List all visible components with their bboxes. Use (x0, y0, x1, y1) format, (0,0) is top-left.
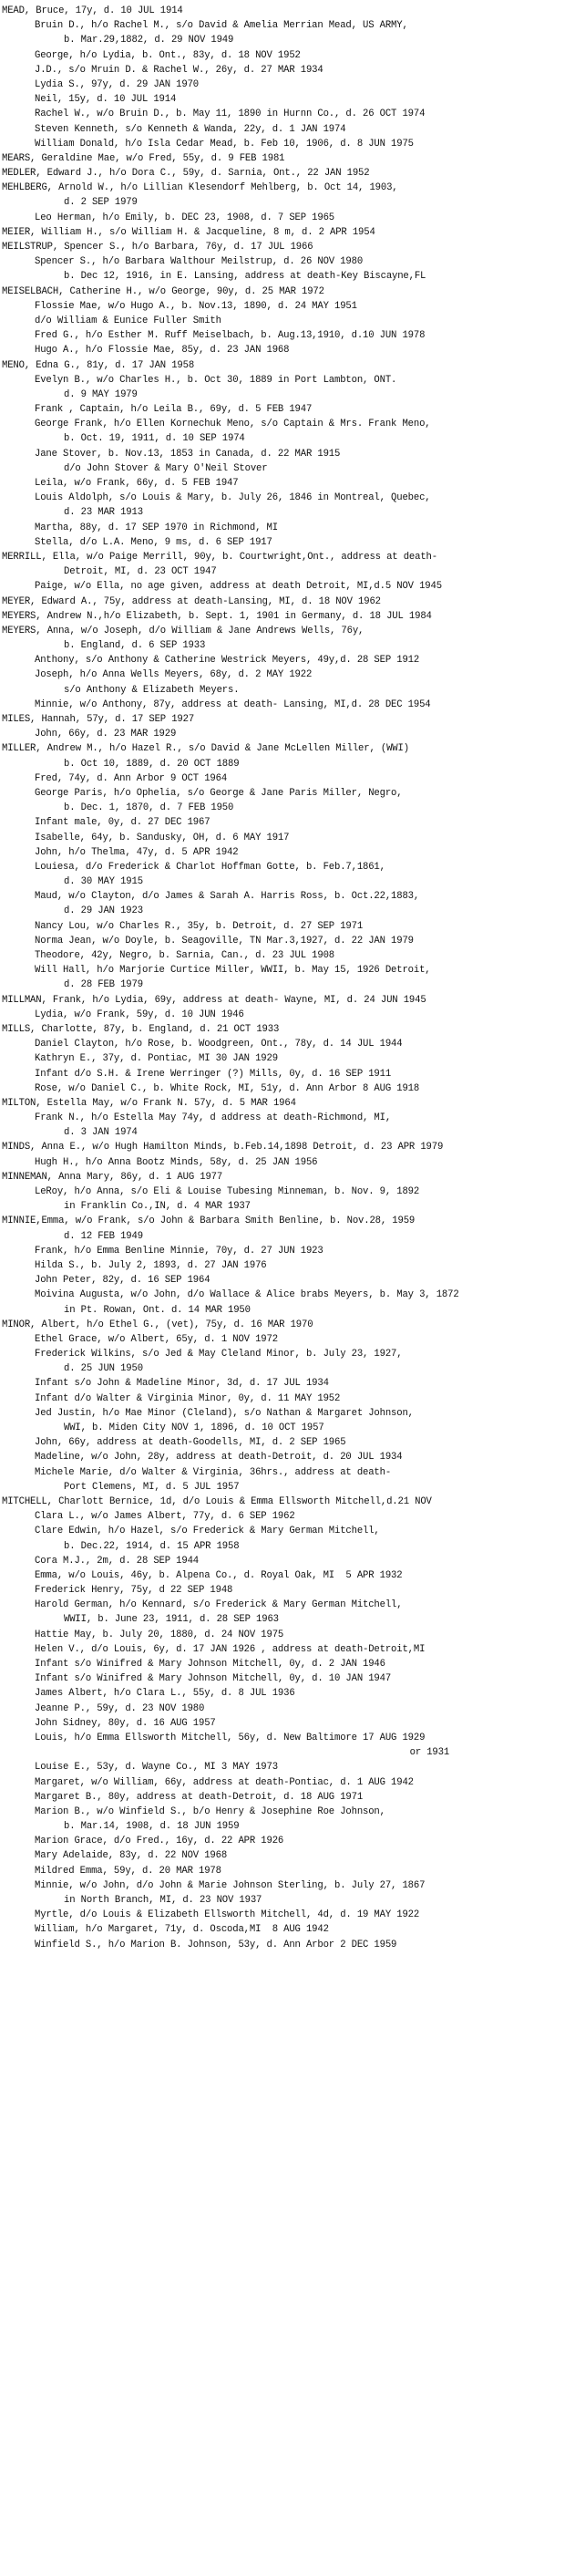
entry-line: b. Mar.14, 1908, d. 18 JUN 1959 (64, 1821, 240, 1833)
entry-line: Madeline, w/o John, 28y, address at death-Detroit, d. 20 JUL 1934 (35, 1452, 403, 1464)
entry-line: d. 9 MAY 1979 (64, 388, 138, 400)
surname-entry-line: MITCHELL, Charlott Bernice, 1d, d/o Louis & Emma Ellsworth Mitchell,d.21 NOV (2, 1495, 432, 1507)
entry-line: Neil, 15y, d. 10 JUL 1914 (35, 94, 177, 106)
entry-line: William, h/o Margaret, 71y, d. Oscoda,MI 8 AUG 1942 (35, 1924, 329, 1936)
entry-line: b. Dec 12, 1916, in E. Lansing, address at death-Key Biscayne,FL (64, 271, 426, 283)
entry-line: Jed Justin, h/o Mae Minor (Cleland), s/o Nathan & Margaret Johnson, (35, 1407, 414, 1419)
entry-line: Infant d/o S.H. & Irene Werringer (?) Mills, 0y, d. 16 SEP 1911 (35, 1068, 392, 1080)
entry-line: Marion Grace, d/o Fred., 16y, d. 22 APR 1926 (35, 1836, 284, 1847)
surname-entry-line: MEISELBACH, Catherine H., w/o George, 90y, d. 25 MAR 1972 (2, 285, 324, 297)
entry-line: Infant s/o Winifred & Mary Johnson Mitchell, 0y, d. 10 JAN 1947 (35, 1673, 392, 1685)
entry-line: Paige, w/o Ella, no age given, address at death Detroit, MI,d.5 NOV 1945 (35, 581, 442, 593)
entry-line: LeRoy, h/o Anna, s/o Eli & Louise Tubesing Minneman, b. Nov. 9, 1892 (35, 1186, 420, 1197)
surname-entry-line: MERRILL, Ella, w/o Paige Merrill, 90y, b. Courtwright,Ont., address at death- (2, 551, 437, 563)
entry-line: WWI, b. Miden City NOV 1, 1896, d. 10 OCT 1957 (64, 1422, 324, 1433)
entry-line: Myrtle, d/o Louis & Elizabeth Ellsworth Mitchell, 4d, d. 19 MAY 1922 (35, 1909, 420, 1921)
entry-line: Kathryn E., 37y, d. Pontiac, MI 30 JAN 1929 (35, 1053, 278, 1065)
entry-line: John, 66y, address at death-Goodells, MI, d. 2 SEP 1965 (35, 1437, 346, 1449)
entry-line: d. 12 FEB 1949 (64, 1230, 143, 1242)
entry-line: Fred, 74y, d. Ann Arbor 9 OCT 1964 (35, 772, 228, 784)
entry-line: Winfield S., h/o Marion B. Johnson, 53y, d. Ann Arbor 2 DEC 1959 (35, 1939, 397, 1950)
entry-line: Hattie May, b. July 20, 1880, d. 24 NOV 1975 (35, 1629, 284, 1640)
entry-line: s/o Anthony & Elizabeth Meyers. (64, 684, 240, 696)
entry-line: d/o William & Eunice Fuller Smith (35, 315, 221, 326)
entry-line: Clare Edwin, h/o Hazel, s/o Frederick & Mary German Mitchell, (35, 1526, 380, 1537)
entry-line: Mary Adelaide, 83y, d. 22 NOV 1968 (35, 1850, 228, 1862)
entry-line: d. 28 FEB 1979 (64, 979, 143, 991)
surname-entry-line: MILES, Hannah, 57y, d. 17 SEP 1927 (2, 714, 195, 725)
entry-line: Evelyn B., w/o Charles H., b. Oct 30, 1889 in Port Lambton, ONT. (35, 374, 397, 386)
entry-line: Margaret, w/o William, 66y, address at death-Pontiac, d. 1 AUG 1942 (35, 1776, 414, 1788)
entry-line: John Peter, 82y, d. 16 SEP 1964 (35, 1275, 210, 1287)
entry-line: Infant s/o John & Madeline Minor, 3d, d. 17 JUL 1934 (35, 1378, 329, 1390)
entry-line: d. 25 JUN 1950 (64, 1363, 143, 1375)
entry-line: d. 2 SEP 1979 (64, 197, 138, 209)
surname-entry-line: MINDS, Anna E., w/o Hugh Hamilton Minds, b.Feb.14,1898 Detroit, d. 23 APR 1979 (2, 1142, 444, 1154)
surname-entry-line: MINOR, Albert, h/o Ethel G., (vet), 75y, d. 16 MAR 1970 (2, 1319, 313, 1330)
entry-line: Leo Herman, h/o Emily, b. DEC 23, 1908, d. 7 SEP 1965 (35, 212, 334, 223)
entry-line: Infant male, 0y, d. 27 DEC 1967 (35, 817, 210, 829)
entry-line: Will Hall, h/o Marjorie Curtice Miller, WWII, b. May 15, 1926 Detroit, (35, 965, 431, 977)
surname-entry-line: MILLMAN, Frank, h/o Lydia, 69y, address at death- Wayne, MI, d. 24 JUN 1945 (2, 994, 426, 1006)
entry-line: b. Mar.29,1882, d. 29 NOV 1949 (64, 35, 234, 47)
entry-line: Bruin D., h/o Rachel M., s/o David & Amelia Merrian Mead, US ARMY, (35, 20, 408, 32)
surname-entry-line: MEDLER, Edward J., h/o Dora C., 59y, d. Sarnia, Ont., 22 JAN 1952 (2, 168, 370, 180)
entry-line: John, 66y, d. 23 MAR 1929 (35, 729, 177, 740)
surname-entry-line: MEIER, William H., s/o William H. & Jacqueline, 8 m, d. 2 APR 1954 (2, 226, 375, 238)
entry-line: Martha, 88y, d. 17 SEP 1970 in Richmond, MI (35, 522, 278, 533)
entry-line: William Donald, h/o Isla Cedar Mead, b. Feb 10, 1906, d. 8 JUN 1975 (35, 138, 414, 150)
entry-line: Clara L., w/o James Albert, 77y, d. 6 SEP 1962 (35, 1511, 295, 1523)
entry-line: Moivina Augusta, w/o John, d/o Wallace & Alice brabs Meyers, b. May 3, 1872 (35, 1289, 459, 1301)
entry-line: Joseph, h/o Anna Wells Meyers, 68y, d. 2 MAY 1922 (35, 669, 313, 681)
entry-line: Hugh H., h/o Anna Bootz Minds, 58y, d. 25 JAN 1956 (35, 1156, 318, 1168)
entry-line: d/o John Stover & Mary O'Neil Stover (64, 462, 268, 474)
entry-line: Louise E., 53y, d. Wayne Co., MI 3 MAY 1973 (35, 1762, 278, 1774)
entry-line: James Albert, h/o Clara L., 55y, d. 8 JUL 1936 (35, 1688, 295, 1700)
surname-entry-line: MEAD, Bruce, 17y, d. 10 JUL 1914 (2, 5, 183, 16)
entry-line: Minnie, w/o Anthony, 87y, address at death- Lansing, MI,d. 28 DEC 1954 (35, 698, 431, 710)
entry-line: Fred G., h/o Esther M. Ruff Meiselbach, b. Aug.13,1910, d.10 JUN 1978 (35, 330, 426, 342)
entry-line: Maud, w/o Clayton, d/o James & Sarah A. Harris Ross, b. Oct.22,1883, (35, 891, 420, 903)
entry-line: d. 29 JAN 1923 (64, 905, 143, 917)
entry-line: d. 23 MAR 1913 (64, 507, 143, 519)
entry-line: d. 30 MAY 1915 (64, 876, 143, 888)
entry-line: Louis, h/o Emma Ellsworth Mitchell, 56y, d. New Baltimore 17 AUG 1929 (35, 1732, 426, 1743)
surname-entry-line: MEYERS, Anna, w/o Joseph, d/o William & Jane Andrews Wells, 76y, (2, 625, 365, 636)
entry-line: Detroit, MI, d. 23 OCT 1947 (64, 566, 217, 578)
entry-line: Jane Stover, b. Nov.13, 1853 in Canada, d. 22 MAR 1915 (35, 448, 341, 460)
entry-line: in North Branch, MI, d. 23 NOV 1937 (64, 1895, 262, 1906)
surname-entry-line: MINNIE,Emma, w/o Frank, s/o John & Barbara Smith Benline, b. Nov.28, 1959 (2, 1216, 416, 1227)
entry-line: Minnie, w/o John, d/o John & Marie Johnson Sterling, b. July 27, 1867 (35, 1879, 426, 1891)
entry-line: George Paris, h/o Ophelia, s/o George & Jane Paris Miller, Negro, (35, 787, 403, 799)
entry-line: Louis Aldolph, s/o Louis & Mary, b. July 26, 1846 in Montreal, Quebec, (35, 492, 431, 504)
entry-line: Harold German, h/o Kennard, s/o Frederick & Mary German Mitchell, (35, 1599, 403, 1611)
entry-line: Ethel Grace, w/o Albert, 65y, d. 1 NOV 1972 (35, 1333, 278, 1345)
entry-line: Hugo A., h/o Flossie Mae, 85y, d. 23 JAN 1968 (35, 345, 290, 357)
entry-line: Frank N., h/o Estella May 74y, d address at death-Richmond, MI, (35, 1112, 392, 1124)
entry-line: in Franklin Co.,IN, d. 4 MAR 1937 (64, 1201, 251, 1213)
entry-line: Margaret B., 80y, address at death-Detroit, d. 18 AUG 1971 (35, 1791, 364, 1803)
entry-line: Cora M.J., 2m, d. 28 SEP 1944 (35, 1555, 200, 1567)
entry-line: Hilda S., b. July 2, 1893, d. 27 JAN 1976 (35, 1259, 267, 1271)
entry-line: Mildred Emma, 59y, d. 20 MAR 1978 (35, 1865, 221, 1877)
entry-line: Port Clemens, MI, d. 5 JUL 1957 (64, 1481, 240, 1493)
entry-line: b. England, d. 6 SEP 1933 (64, 640, 206, 652)
entry-line: Stella, d/o L.A. Meno, 9 ms, d. 6 SEP 1917 (35, 536, 272, 548)
entry-line: Lydia, w/o Frank, 59y, d. 10 JUN 1946 (35, 1009, 244, 1020)
entry-line: Leila, w/o Frank, 66y, d. 5 FEB 1947 (35, 478, 239, 489)
entry-line: Lydia S., 97y, d. 29 JAN 1970 (35, 78, 200, 90)
entry-line: John Sidney, 80y, d. 16 AUG 1957 (35, 1717, 216, 1729)
entry-line: Frank , Captain, h/o Leila B., 69y, d. 5 FEB 1947 (35, 404, 313, 416)
entry-line: Michele Marie, d/o Walter & Virginia, 36hrs., address at death- (35, 1466, 392, 1478)
entry-line: Rachel W., w/o Bruin D., b. May 11, 1890 in Hurnn Co., d. 26 OCT 1974 (35, 109, 426, 120)
entry-line: Steven Kenneth, s/o Kenneth & Wanda, 22y, d. 1 JAN 1974 (35, 123, 346, 135)
surname-entry-line: MEYER, Edward A., 75y, address at death-Lansing, MI, d. 18 NOV 1962 (2, 595, 381, 607)
entry-line: Isabelle, 64y, b. Sandusky, OH, d. 6 MAY 1917 (35, 832, 290, 843)
entry-line: Marion B., w/o Winfield S., b/o Henry & Josephine Roe Johnson, (35, 1805, 385, 1817)
entry-line: Rose, w/o Daniel C., b. White Rock, MI, 51y, d. Ann Arbor 8 AUG 1918 (35, 1082, 420, 1094)
entry-line: Nancy Lou, w/o Charles R., 35y, b. Detroit, d. 27 SEP 1971 (35, 920, 364, 932)
entry-line: Daniel Clayton, h/o Rose, b. Woodgreen, Ont., 78y, d. 14 JUL 1944 (35, 1039, 403, 1050)
entry-line: Frank, h/o Emma Benline Minnie, 70y, d. 27 JUN 1923 (35, 1245, 323, 1257)
surname-entry-line: MILTON, Estella May, w/o Frank N. 57y, d. 5 MAR 1964 (2, 1097, 296, 1109)
entry-line: in Pt. Rowan, Ont. d. 14 MAR 1950 (64, 1304, 251, 1316)
entry-line: Frederick Wilkins, s/o Jed & May Cleland Minor, b. July 23, 1927, (35, 1349, 403, 1360)
entry-line: Infant s/o Winifred & Mary Johnson Mitchell, 0y, d. 2 JAN 1946 (35, 1659, 385, 1670)
surname-entry-line: MILLER, Andrew M., h/o Hazel R., s/o David & Jane McLellen Miller, (WWI) (2, 743, 409, 755)
entry-line: Flossie Mae, w/o Hugo A., b. Nov.13, 1890, d. 24 MAY 1951 (35, 300, 357, 312)
entry-line: John, h/o Thelma, 47y, d. 5 APR 1942 (35, 846, 239, 858)
entry-line: J.D., s/o Mruin D. & Rachel W., 26y, d. 27 MAR 1934 (35, 64, 323, 76)
surname-entry-line: MILLS, Charlotte, 87y, b. England, d. 21 OCT 1933 (2, 1023, 280, 1035)
entry-line: Infant d/o Walter & Virginia Minor, 0y, d. 11 MAY 1952 (35, 1392, 341, 1404)
surname-entry-line: MEARS, Geraldine Mae, w/o Fred, 55y, d. 9 FEB 1981 (2, 152, 285, 164)
entry-line: Frederick Henry, 75y, d 22 SEP 1948 (35, 1585, 233, 1597)
entry-line: Anthony, s/o Anthony & Catherine Westrick Meyers, 49y,d. 28 SEP 1912 (35, 655, 420, 667)
entry-line: George, h/o Lydia, b. Ont., 83y, d. 18 NOV 1952 (35, 49, 301, 61)
entry-line: d. 3 JAN 1974 (64, 1127, 138, 1139)
entry-line: b. Dec. 1, 1870, d. 7 FEB 1950 (64, 802, 234, 814)
entry-line: b. Dec.22, 1914, d. 15 APR 1958 (64, 1540, 240, 1552)
entry-line: Emma, w/o Louis, 46y, b. Alpena Co., d. Royal Oak, MI 5 APR 1932 (35, 1569, 403, 1581)
entry-line: b. Oct. 19, 1911, d. 10 SEP 1974 (64, 433, 245, 445)
entry-line: Norma Jean, w/o Doyle, b. Seagoville, TN Mar.3,1927, d. 22 JAN 1979 (35, 935, 414, 947)
entry-line: Jeanne P., 59y, d. 23 NOV 1980 (35, 1702, 205, 1714)
surname-entry-line: MENO, Edna G., 81y, d. 17 JAN 1958 (2, 359, 195, 371)
surname-entry-line: MEILSTRUP, Spencer S., h/o Barbara, 76y, d. 17 JUL 1966 (2, 242, 313, 253)
entry-line: George Frank, h/o Ellen Kornechuk Meno, s/o Captain & Mrs. Frank Meno, (35, 419, 431, 430)
entry-line: Helen V., d/o Louis, 6y, d. 17 JAN 1926 , address at death-Detroit,MI (35, 1643, 426, 1655)
surname-entry-line: MINNEMAN, Anna Mary, 86y, d. 1 AUG 1977 (2, 1171, 223, 1183)
surname-entry-line: MEYERS, Andrew N.,h/o Elizabeth, b. Sept. 1, 1901 in Germany, d. 18 JUL 1984 (2, 610, 432, 622)
entry-line: Theodore, 42y, Negro, b. Sarnia, Can., d. 23 JUL 1908 (35, 950, 334, 961)
surname-entry-line: MEHLBERG, Arnold W., h/o Lillian Klesendorf Mehlberg, b. Oct 14, 1903, (2, 182, 398, 194)
entry-line: or 1931 (93, 1747, 450, 1759)
entry-line: Spencer S., h/o Barbara Walthour Meilstrup, d. 26 NOV 1980 (35, 256, 364, 268)
entry-line: Louiesa, d/o Frederick & Charlot Hoffman Gotte, b. Feb.7,1861, (35, 861, 385, 873)
entry-line: WWII, b. June 23, 1911, d. 28 SEP 1963 (64, 1614, 279, 1626)
entry-line: b. Oct 10, 1889, d. 20 OCT 1889 (64, 758, 240, 770)
